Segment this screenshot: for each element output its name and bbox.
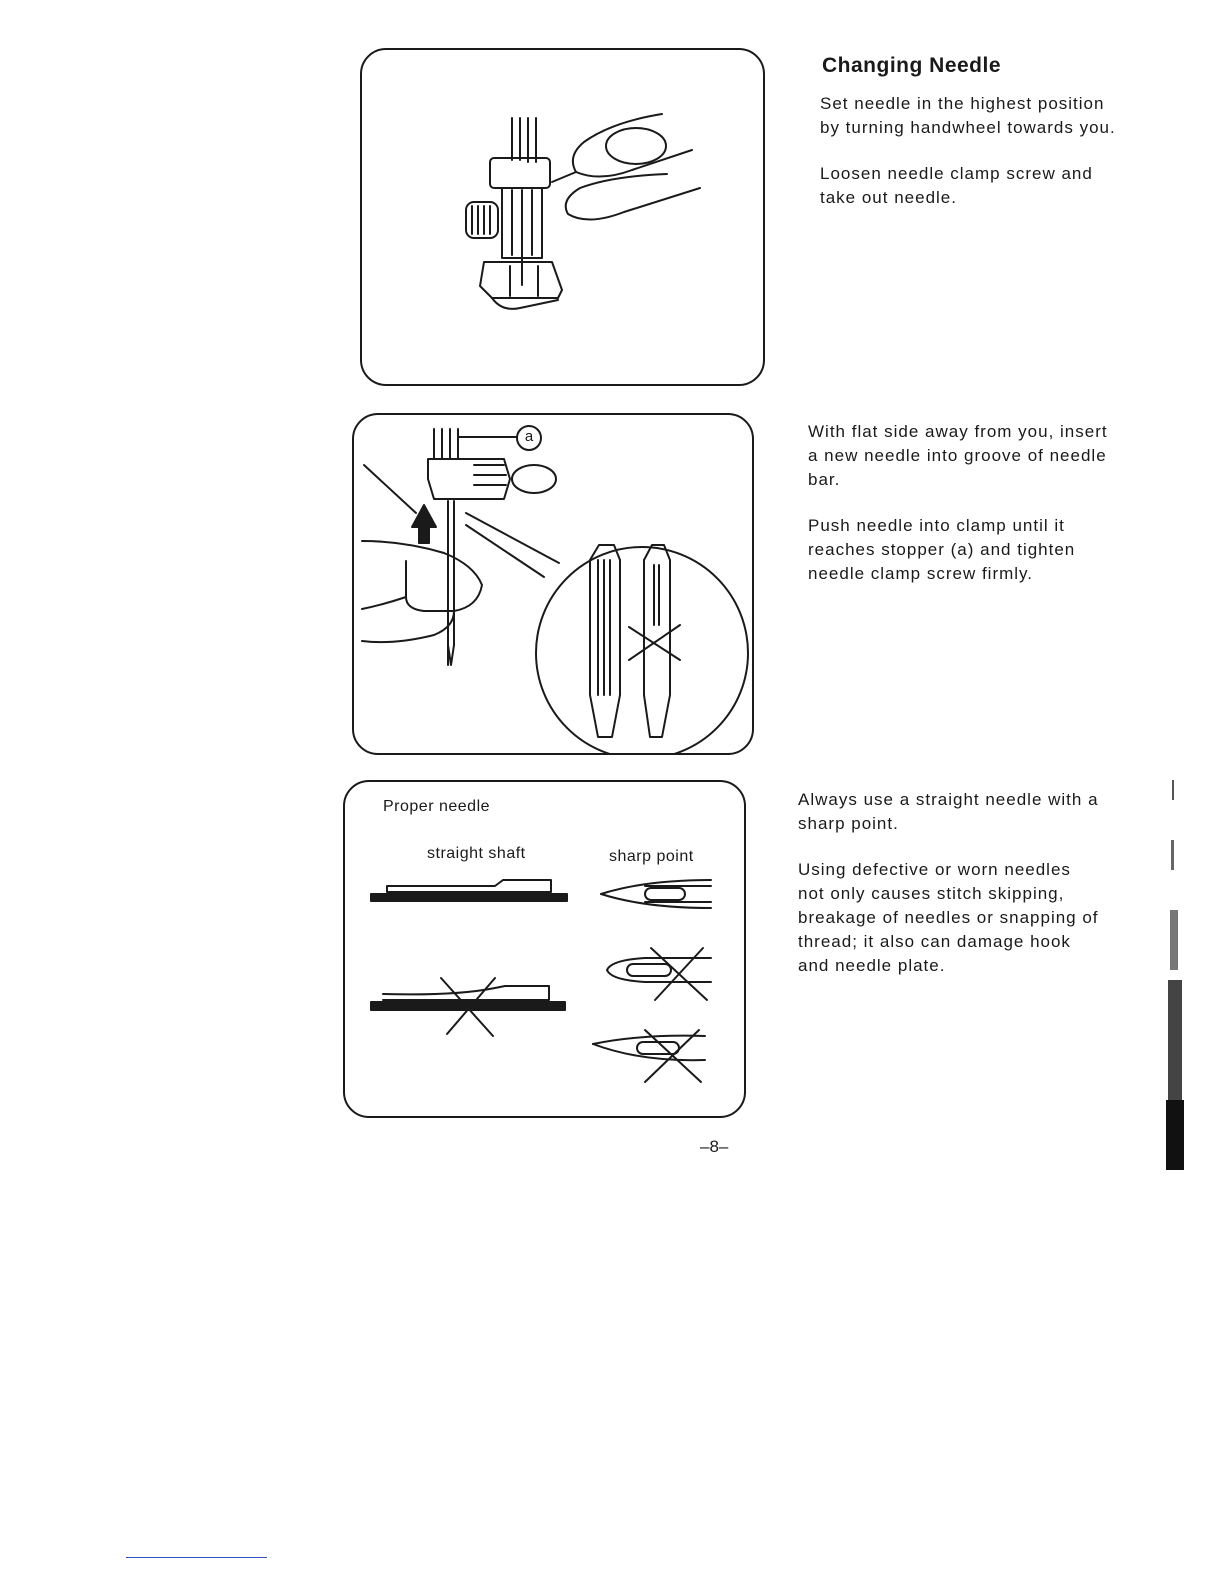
figure-remove-needle bbox=[360, 48, 765, 386]
figure-insert-needle bbox=[352, 413, 754, 755]
step3-paragraph: Always use a straight needle with a sharp point. bbox=[798, 790, 1099, 833]
step1-paragraph: Loosen needle clamp screw and take out needle. bbox=[820, 164, 1093, 207]
step1-instructions bbox=[820, 92, 1120, 232]
footer-rule bbox=[126, 1557, 267, 1558]
stopper-callout bbox=[516, 425, 542, 451]
remove-needle-illustration bbox=[362, 50, 765, 386]
sharp-point-label: sharp point bbox=[609, 848, 694, 865]
step2-instructions bbox=[808, 420, 1118, 608]
straight-shaft-label: straight shaft bbox=[427, 845, 526, 862]
step3-paragraph: Using defective or worn needles not only causes stitch skipping, breakage of needles or snapping of thread; it also can damage hook and needle plate. bbox=[798, 860, 1099, 975]
scan-edge-artifact bbox=[1166, 760, 1186, 1170]
proper-needle-illustration bbox=[345, 782, 746, 1118]
section-title: Changing Needle bbox=[822, 54, 1002, 77]
insert-needle-illustration bbox=[354, 415, 754, 755]
step1-paragraph: Set needle in the highest position by turning handwheel towards you. bbox=[820, 94, 1116, 137]
step2-paragraph: Push needle into clamp until it reaches stopper (a) and tighten needle clamp screw firmly. bbox=[808, 516, 1076, 583]
figure-proper-needle bbox=[343, 780, 746, 1118]
step3-instructions bbox=[798, 788, 1102, 1000]
page-number: –8– bbox=[700, 1137, 729, 1156]
step2-paragraph: With flat side away from you, insert a new needle into groove of needle bar. bbox=[808, 422, 1108, 489]
stopper-callout-label: a bbox=[524, 428, 534, 445]
proper-needle-title: Proper needle bbox=[383, 798, 491, 815]
